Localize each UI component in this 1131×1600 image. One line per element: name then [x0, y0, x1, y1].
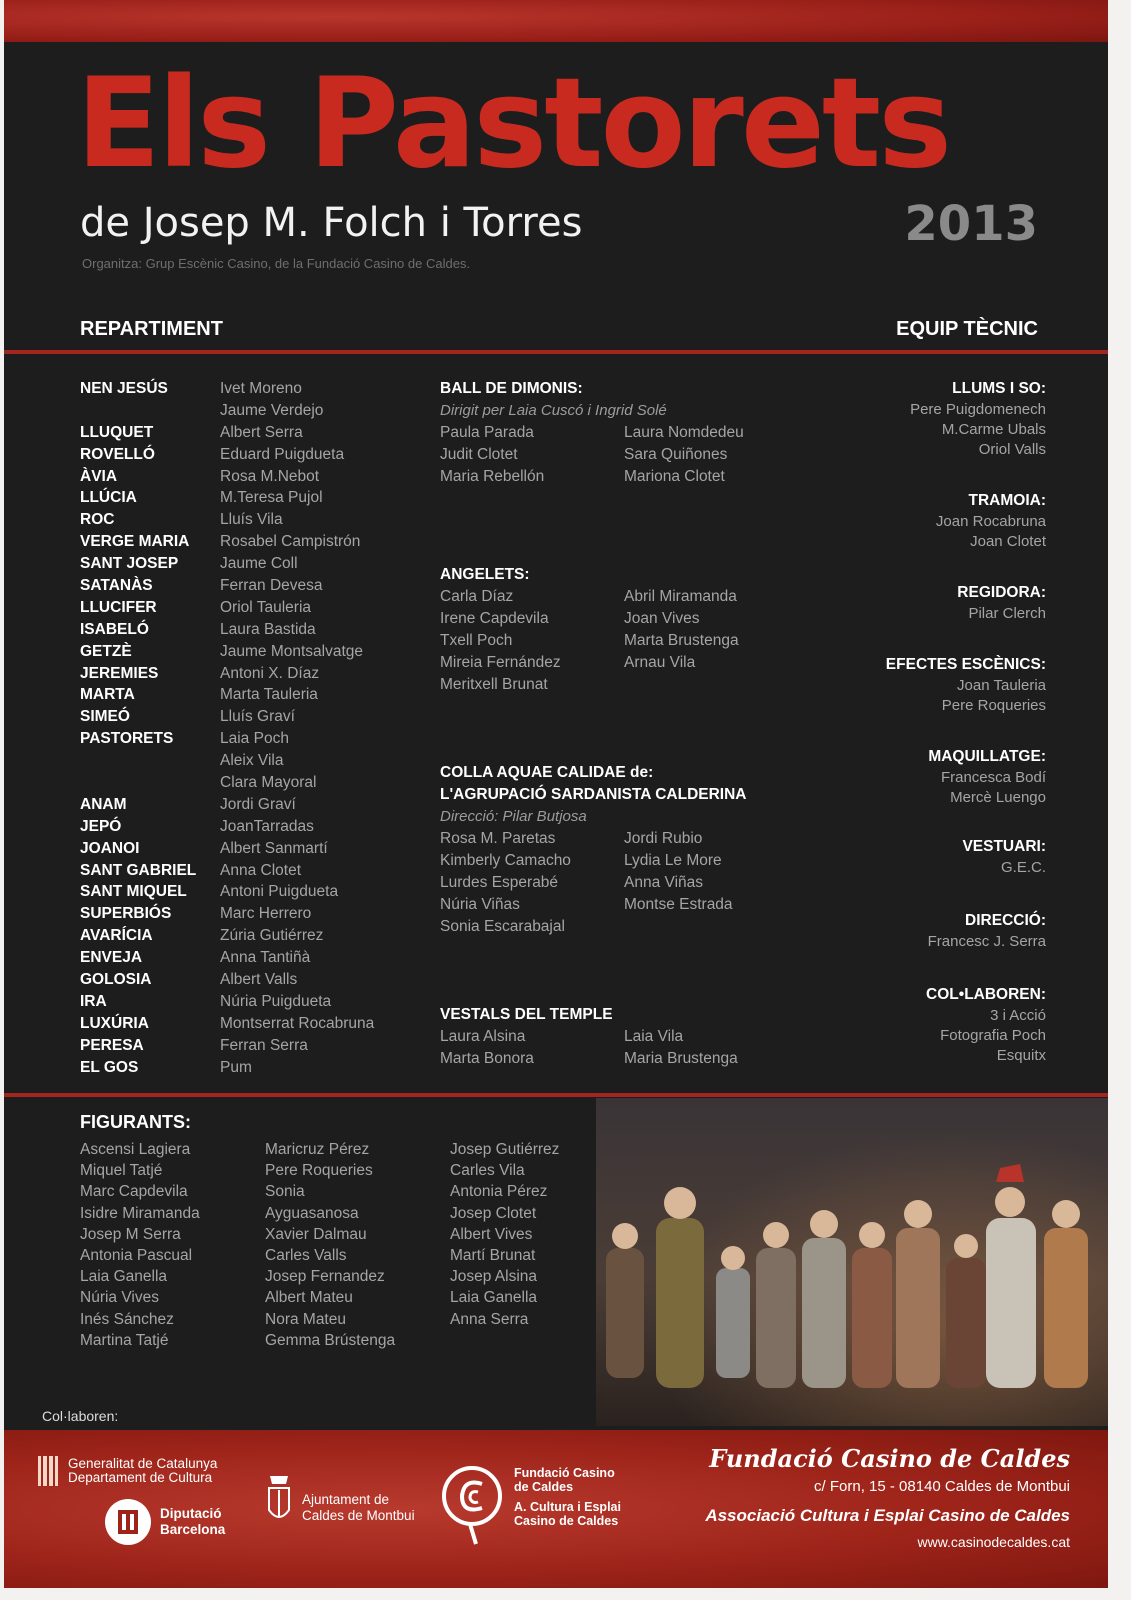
poster — [4, 0, 1108, 1588]
divider-bottom — [4, 1093, 1108, 1097]
cast-actor: Albert Serra — [220, 423, 303, 441]
cast-row — [80, 422, 420, 444]
cast-row — [80, 706, 420, 728]
ball-de-dimonis-director: Dirigit per Laia Cuscó i Ingrid Solé — [440, 402, 667, 419]
ajuntament-line1: Ajuntament de — [302, 1492, 390, 1507]
list-item: Carla Díaz — [440, 588, 514, 605]
list-item: Sara Quiñones — [624, 445, 728, 463]
list-item: Mercè Luengo — [950, 789, 1046, 806]
figurant-name: Josep M Serra — [80, 1225, 181, 1243]
figurants-names — [80, 1139, 635, 1351]
figurants-title: FIGURANTS: — [80, 1112, 191, 1132]
cast-row — [80, 663, 420, 685]
list-item: Francesca Bodí — [940, 769, 1046, 786]
cast-row — [80, 378, 420, 400]
colla-director: Direcció: Pilar Butjosa — [440, 808, 587, 825]
cast-row — [80, 641, 420, 663]
list-item: Pere Puigdomenech — [910, 401, 1046, 418]
tech-regidora-title: REGIDORA: — [957, 584, 1046, 601]
figurant-name: Nora Mateu — [265, 1310, 346, 1328]
cast-actor: Anna Clotet — [220, 861, 301, 879]
tech-collaboren-title: COL•LABOREN: — [926, 986, 1046, 1003]
cast-actor: Laura Bastida — [220, 620, 316, 638]
list-item: Marta Bonora — [440, 1049, 534, 1067]
list-item: Txell Poch — [440, 631, 513, 649]
cast-actor: Antoni X. Díaz — [220, 664, 320, 682]
cast-actor: M.Teresa Pujol — [220, 489, 323, 507]
list-item: Paula Parada — [440, 424, 534, 441]
cast-actor: Ferran Serra — [220, 1036, 308, 1054]
list-item: Joan Clotet — [970, 533, 1046, 550]
list-item: M.Carme Ubals — [941, 421, 1046, 438]
figurant-name: Laia Ganella — [80, 1268, 168, 1286]
tech-vestuari-title: VESTUARI: — [962, 838, 1046, 855]
tech-regidora — [786, 582, 1046, 624]
cast-role: PASTORETS — [80, 730, 174, 748]
figurant-name: Josep Alsina — [450, 1268, 538, 1286]
cast-row — [80, 860, 420, 882]
cast-role: SANT GABRIEL — [80, 861, 197, 879]
list-item: Joan Vives — [624, 609, 700, 627]
list-item: Arnau Vila — [624, 653, 696, 671]
tech-maquillatge-title: MAQUILLATGE: — [928, 748, 1046, 765]
diputacio-logo-icon — [104, 1498, 152, 1546]
figurant-name: Maricruz Pérez — [265, 1141, 370, 1158]
cast-role: ROVELLÓ — [80, 445, 155, 463]
list-item: Fotografia Poch — [940, 1027, 1046, 1044]
tech-efectes — [786, 654, 1046, 716]
list-item: Pere Roqueries — [941, 697, 1046, 714]
figurant-name: Josep Fernandez — [265, 1268, 385, 1286]
cast-actor: Zúria Gutiérrez — [220, 927, 324, 945]
author-line: de Josep M. Folch i Torres — [80, 200, 583, 246]
figurants-block — [80, 1112, 635, 1351]
top-red-band — [4, 0, 1108, 42]
tech-tramoia-title: TRAMOIA: — [968, 492, 1046, 509]
tech-maquillatge — [786, 746, 1046, 808]
list-item: Lydia Le More — [624, 851, 722, 869]
cast-role: NEN JESÚS — [80, 379, 168, 397]
tech-efectes-title: EFECTES ESCÈNICS: — [885, 656, 1046, 673]
cast-row — [80, 531, 420, 553]
cast-row — [80, 772, 420, 794]
cast-row — [80, 553, 420, 575]
figurant-name: Gemma Brústenga — [265, 1331, 396, 1349]
figurant-name: Antonia Pascual — [80, 1247, 193, 1265]
cast-role: ENVEJA — [80, 949, 143, 967]
cast-role: SANT MIQUEL — [80, 883, 187, 901]
list-item: Kimberly Camacho — [440, 851, 571, 869]
vestals-names — [440, 1026, 808, 1070]
cast-role: GOLOSIA — [80, 970, 152, 988]
list-item: Rosa M. Paretas — [440, 830, 556, 847]
cast-role: ROC — [80, 511, 115, 529]
cast-actor: Oriol Tauleria — [220, 598, 312, 616]
stage-photo — [596, 1098, 1108, 1426]
ball-de-dimonis-title: BALL DE DIMONIS: — [440, 380, 583, 397]
figurant-name: Martí Brunat — [450, 1247, 536, 1265]
cast-actor: Eduard Puigdueta — [220, 445, 345, 463]
cast-row — [80, 466, 420, 488]
cast-actor: Jaume Montsalvatge — [220, 642, 364, 660]
figurant-name: Laia Ganella — [450, 1289, 538, 1307]
cast-actor: Marta Tauleria — [220, 686, 318, 704]
organizer-line: Organitza: Grup Escènic Casino, de la Fundació Casino de Caldes. — [82, 256, 471, 271]
cast-row — [80, 619, 420, 641]
figurant-name: Inés Sánchez — [80, 1310, 174, 1328]
figurants-column-2 — [265, 1139, 450, 1351]
list-item: Irene Capdevila — [440, 609, 549, 627]
vestals-block — [440, 1004, 808, 1070]
figurant-name: Albert Vives — [450, 1225, 533, 1243]
cast-role: MARTA — [80, 686, 135, 704]
cast-actor: Anna Tantiñà — [220, 949, 311, 967]
divider-top — [4, 350, 1108, 354]
ball-de-dimonis-names — [440, 422, 808, 488]
diputacio-line2: Barcelona — [160, 1522, 226, 1537]
vestals-title: VESTALS DEL TEMPLE — [440, 1006, 613, 1023]
angelets-block — [440, 564, 808, 696]
casino-logo-icon — [440, 1460, 504, 1548]
cast-actor: Jaume Coll — [220, 555, 298, 573]
website-link[interactable]: www.casinodecaldes.cat — [917, 1534, 1070, 1550]
list-item: Núria Viñas — [440, 895, 520, 913]
poster-title: Els Pastorets — [76, 52, 950, 196]
generalitat-line2: Departament de Cultura — [68, 1470, 213, 1485]
colla-names — [440, 828, 808, 938]
figurant-name: Ascensi Lagiera — [80, 1141, 191, 1158]
list-item: Anna Viñas — [624, 873, 703, 891]
list-item: Laura Nomdedeu — [624, 424, 744, 441]
list-item: Mariona Clotet — [624, 467, 725, 485]
cast-actor: Jaume Verdejo — [220, 401, 324, 419]
tech-direccio — [786, 910, 1046, 952]
cast-role: JEPÓ — [80, 817, 122, 835]
list-item: Pilar Clerch — [968, 605, 1046, 622]
cast-actor: Lluís Graví — [220, 708, 295, 726]
cast-actor: Aleix Vila — [220, 752, 284, 770]
tech-heading: EQUIP TÈCNIC — [896, 318, 1038, 340]
cast-role: IRA — [80, 992, 107, 1010]
cast-row — [80, 1013, 420, 1035]
figurant-name: Josep Gutiérrez — [450, 1141, 560, 1158]
cast-role: LUXÚRIA — [80, 1014, 149, 1032]
cast-row — [80, 794, 420, 816]
list-item: Abril Miramanda — [624, 588, 737, 605]
figurant-name: Núria Vives — [80, 1289, 159, 1307]
tech-llums — [786, 378, 1046, 460]
figurant-name: Carles Vila — [450, 1162, 525, 1180]
tech-direccio-title: DIRECCIÓ: — [965, 912, 1046, 929]
cast-role: LLÚCIA — [80, 489, 137, 507]
generalitat-line1: Generalitat de Catalunya — [68, 1456, 218, 1471]
angelets-title: ANGELETS: — [440, 566, 530, 583]
figurant-name: Antonia Pérez — [450, 1183, 548, 1201]
figurant-name: Ayguasanosa — [265, 1204, 359, 1222]
cast-row — [80, 400, 420, 422]
cast-heading: REPARTIMENT — [80, 318, 223, 340]
cast-actor: Rosabel Campistrón — [220, 533, 361, 551]
cast-actor: Albert Sanmartí — [220, 839, 328, 857]
cast-role: SUPERBIÓS — [80, 905, 172, 923]
cast-row — [80, 1035, 420, 1057]
fundacio-name: Fundació Casino de Caldes — [709, 1444, 1070, 1473]
list-item: Judit Clotet — [440, 445, 518, 463]
cast-row — [80, 575, 420, 597]
list-item: Lurdes Esperabé — [440, 873, 559, 891]
list-item: Marta Brustenga — [624, 631, 739, 649]
cast-role: PERESA — [80, 1036, 144, 1054]
list-item: Sonia Escarabajal — [440, 917, 565, 935]
list-item: Francesc J. Serra — [927, 933, 1046, 950]
cast-row — [80, 487, 420, 509]
cast-actor: Marc Herrero — [220, 905, 312, 923]
footer — [4, 1430, 1108, 1588]
cast-actor: Albert Valls — [220, 970, 298, 988]
figurant-name: Marc Capdevila — [80, 1183, 188, 1201]
cast-row — [80, 750, 420, 772]
assoc-logo-line1: A. Cultura i Esplai — [514, 1500, 621, 1514]
list-item: Laia Vila — [624, 1028, 684, 1045]
ajuntament-line2: Caldes de Montbui — [302, 1508, 415, 1523]
ajuntament-logo-icon — [266, 1472, 292, 1528]
list-item: Maria Rebellón — [440, 467, 545, 485]
cast-actor: Rosa M.Nebot — [220, 467, 320, 485]
list-item: Oriol Valls — [978, 441, 1046, 458]
cast-role: ÀVIA — [80, 467, 118, 485]
tech-vestuari — [786, 836, 1046, 878]
cast-row — [80, 838, 420, 860]
list-item: Laura Alsina — [440, 1028, 526, 1045]
list-item: Esquitx — [996, 1047, 1046, 1064]
cast-role: AVARÍCIA — [80, 927, 153, 945]
angelets-names — [440, 586, 808, 696]
list-item: Meritxell Brunat — [440, 675, 548, 693]
fundacio-address: c/ Forn, 15 - 08140 Caldes de Montbui — [814, 1478, 1070, 1495]
cast-role: SANT JOSEP — [80, 555, 179, 573]
tech-tramoia — [786, 490, 1046, 552]
cast-row — [80, 1057, 420, 1079]
cast-row — [80, 509, 420, 531]
cast-role: EL GOS — [80, 1058, 139, 1076]
generalitat-logo-icon — [38, 1456, 58, 1486]
cast-row — [80, 728, 420, 750]
cast-row — [80, 991, 420, 1013]
cast-row — [80, 903, 420, 925]
figurant-name: Sonia — [265, 1183, 305, 1201]
cast-role: LLUCIFER — [80, 598, 157, 616]
cast-actor: JoanTarradas — [220, 817, 314, 835]
cast-row — [80, 925, 420, 947]
diputacio-line1: Diputació — [160, 1506, 222, 1521]
list-item: Mireia Fernández — [440, 653, 561, 671]
cast-row — [80, 684, 420, 706]
figurant-name: Albert Mateu — [265, 1289, 353, 1307]
fundacio-logo-line2: de Caldes — [514, 1480, 574, 1494]
list-item: Maria Brustenga — [624, 1049, 738, 1067]
cast-actor: Núria Puigdueta — [220, 992, 332, 1010]
cast-role: LLUQUET — [80, 423, 154, 441]
colla-block — [440, 762, 808, 938]
year: 2013 — [904, 196, 1038, 252]
list-item: 3 i Acció — [990, 1007, 1046, 1024]
figurant-name: Pere Roqueries — [265, 1162, 373, 1180]
assoc-logo-line2: Casino de Caldes — [514, 1514, 619, 1528]
cast-actor: Laia Poch — [220, 730, 289, 748]
figurant-name: Xavier Dalmau — [265, 1225, 367, 1243]
fundacio-logo-line1: Fundació Casino — [514, 1466, 615, 1480]
cast-row — [80, 881, 420, 903]
figurant-name: Josep Clotet — [450, 1204, 537, 1222]
cast-actor: Pum — [220, 1058, 252, 1076]
cast-row — [80, 444, 420, 466]
cast-role: GETZÈ — [80, 642, 132, 660]
cast-actor: Clara Mayoral — [220, 773, 317, 791]
figurants-column-1 — [80, 1139, 265, 1351]
cast-role: SIMEÓ — [80, 708, 130, 726]
colla-title-line2: L'AGRUPACIÓ SARDANISTA CALDERINA — [440, 786, 747, 803]
list-item: Montse Estrada — [624, 895, 733, 913]
tech-collaboren — [786, 984, 1046, 1066]
cast-actor: Lluís Vila — [220, 511, 283, 529]
cast-role: ISABELÓ — [80, 620, 149, 638]
cast-role: VERGE MARIA — [80, 533, 190, 551]
list-item: Joan Tauleria — [957, 677, 1046, 694]
figurant-name: Martina Tatjé — [80, 1331, 169, 1349]
cast-role: ANAM — [80, 795, 127, 813]
cast-actor: Montserrat Rocabruna — [220, 1014, 375, 1032]
associacio-name: Associació Cultura i Esplai Casino de Caldes — [705, 1506, 1070, 1525]
figurant-name: Carles Valls — [265, 1247, 347, 1265]
cast-row — [80, 947, 420, 969]
cast-actor: Ivet Moreno — [220, 379, 302, 397]
figurant-name: Anna Serra — [450, 1310, 529, 1328]
cast-row — [80, 597, 420, 619]
cast-row — [80, 816, 420, 838]
list-item: Joan Rocabruna — [935, 513, 1046, 530]
stage-photo-crowd — [596, 1098, 1108, 1426]
collab-label: Col·laboren: — [42, 1408, 119, 1424]
cast-role: JOANOI — [80, 839, 140, 857]
cast-row — [80, 969, 420, 991]
cast-list — [80, 378, 420, 1079]
ball-de-dimonis-block — [440, 378, 808, 488]
cast-actor: Jordi Graví — [220, 795, 296, 813]
list-item: G.E.C. — [1000, 859, 1046, 876]
tech-llums-title: LLUMS I SO: — [952, 380, 1046, 397]
list-item: Jordi Rubio — [624, 830, 703, 847]
figurant-name: Isidre Miramanda — [80, 1204, 200, 1222]
colla-title-line1: COLLA AQUAE CALIDAE de: — [440, 764, 654, 781]
cast-role: JEREMIES — [80, 664, 159, 682]
cast-actor: Ferran Devesa — [220, 576, 323, 594]
cast-actor: Antoni Puigdueta — [220, 883, 339, 901]
cast-role: SATANÀS — [80, 576, 153, 594]
figurant-name: Miquel Tatjé — [80, 1162, 163, 1180]
